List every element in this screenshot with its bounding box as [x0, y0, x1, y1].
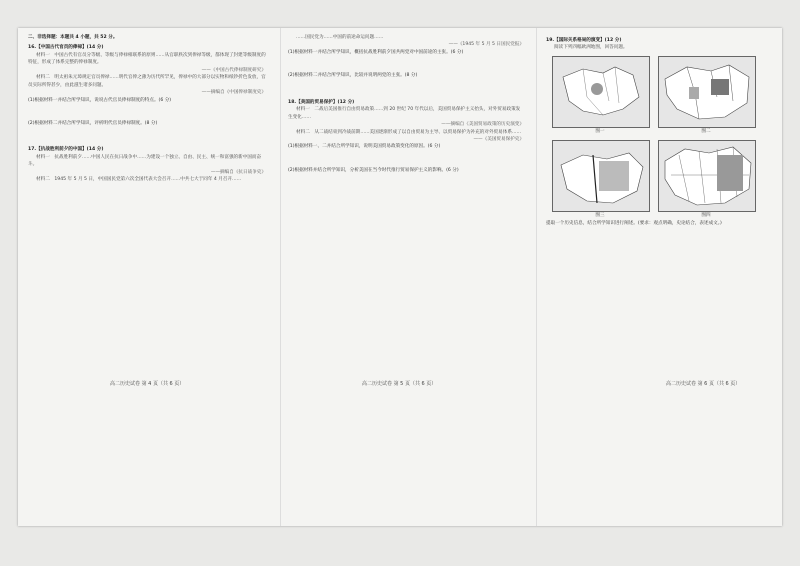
q18-material-2: 材料二 从二战结束到冷战前期……美国逐渐形成了以自由贸易为主导、以贸易保护为补充的对外贸易体系……: [296, 129, 522, 135]
q16-subquestion-2: (2)根据材料二并结合所学知识，评析明代官员俸禄制度。(8 分): [28, 120, 158, 126]
page-divider: [280, 28, 281, 526]
q18-material-1-source: ——摘编自《美国贸易政策的历史演变》: [441, 122, 524, 128]
page-5-footer: 高二历史试卷 第 5 页（共 6 页）: [362, 381, 437, 387]
q19-task: 提取一个历史信息，结合所学知识进行阐述。(要求：观点明确，史论结合，表述成文。): [546, 220, 722, 226]
q16-material-1-source: ——《中国古代俸禄制度研究》: [201, 67, 266, 73]
europe-map-4: [658, 140, 756, 212]
q17-subquestion-1: (1)根据材料一并结合所学知识，概括抗战胜利前夕国共两党对中国前途的主张。(6 分): [288, 49, 464, 55]
q17-subquestion-2: (2)根据材料二并结合所学知识，比较并说明两党的主张。(8 分): [288, 73, 418, 79]
q16-material-2: 材料二 明太祖朱元璋规定官员俸禄……明代官俸之薄为历代所罕见，俸禄中的大部分以实物和纸钞折色发放，官员实际所得甚少，由此滋生诸多问题。: [28, 75, 266, 88]
europe-map-1: [552, 56, 650, 128]
q17-material-2-source: ——《1945 年 5 月 5 日国民党报》: [448, 42, 524, 48]
page-5-column: [288, 34, 524, 174]
question-16-title: 16.【中国古代官员的俸禄】(14 分): [28, 45, 104, 51]
q17-material-2: 材料二 1945 年 5 月 5 日，中国国民党第六次全国代表大会召开……中共七大于同年 4 月召开……: [36, 177, 242, 183]
map-4-caption: 图四: [701, 212, 711, 218]
map-2-caption: 图二: [701, 128, 711, 134]
q17-material-1-source: ——摘编自《抗日战争史》: [210, 169, 266, 175]
exam-sheet: [18, 28, 782, 526]
q17-material-1: 材料一 抗战胜利前夕……中国人民在抗日战争中……为建设一个独立、自由、民主、统一和富强的新中国而奋斗。: [28, 154, 262, 168]
q17-continued: ……国民党为……中国的前途命运问题……: [296, 35, 384, 40]
q18-subquestion-2: (2)根据材料并结合所学知识，分析美国在当今时代推行贸易保护主义的影响。(6 分): [288, 167, 459, 173]
page-6-footer: 高二历史试卷 第 6 页（共 6 页）: [666, 381, 741, 387]
q16-material-2-source: ——摘编自《中国俸禄制度史》: [201, 90, 266, 96]
q18-material-2-source: ——《美国贸易保护史》: [473, 136, 524, 142]
map-3-caption: 图三: [595, 212, 605, 218]
europe-map-3: [552, 140, 650, 212]
page-4-column: [28, 34, 266, 184]
section-title: 二、非选择题：本题共 4 小题，共 52 分。: [28, 35, 118, 40]
question-17-title: 17.【抗战胜利前夕的中国】(14 分): [28, 147, 104, 153]
q16-material-1: 材料一 中国古代有官员分等级、等级与俸禄相联系的原则……从官职秩次到俸禄等级，都体现了封建等级制度的特征，形成了体系完整的俸禄制度。: [28, 52, 266, 66]
page-4-footer: 高二历史试卷 第 4 页（共 6 页）: [110, 381, 185, 387]
q18-material-1: 材料一 二战后美国推行自由贸易政策……到 20 世纪 70 年代以后，美国贸易保护主义抬头，对外贸易政策发生变化……: [288, 107, 521, 120]
page-divider: [536, 28, 537, 526]
map-grid: [552, 56, 774, 220]
q16-subquestion-1: (1)根据材料一并结合所学知识，说说古代官员俸禄制度的特点。(6 分): [28, 97, 172, 103]
question-18-title: 18.【美国的贸易保护】(12 分): [288, 99, 355, 105]
page-6-column: [546, 34, 774, 227]
q19-intro: 阅读下列四幅欧洲地图，回答问题。: [554, 45, 628, 51]
question-19-title: 19.【国际关系格局的演变】(12 分): [546, 38, 622, 43]
europe-map-2: [658, 56, 756, 128]
map-1-caption: 图一: [595, 128, 605, 134]
q18-subquestion-1: (1)根据材料一、二并结合所学知识，说明美国贸易政策变化的原因。(6 分): [288, 144, 441, 150]
